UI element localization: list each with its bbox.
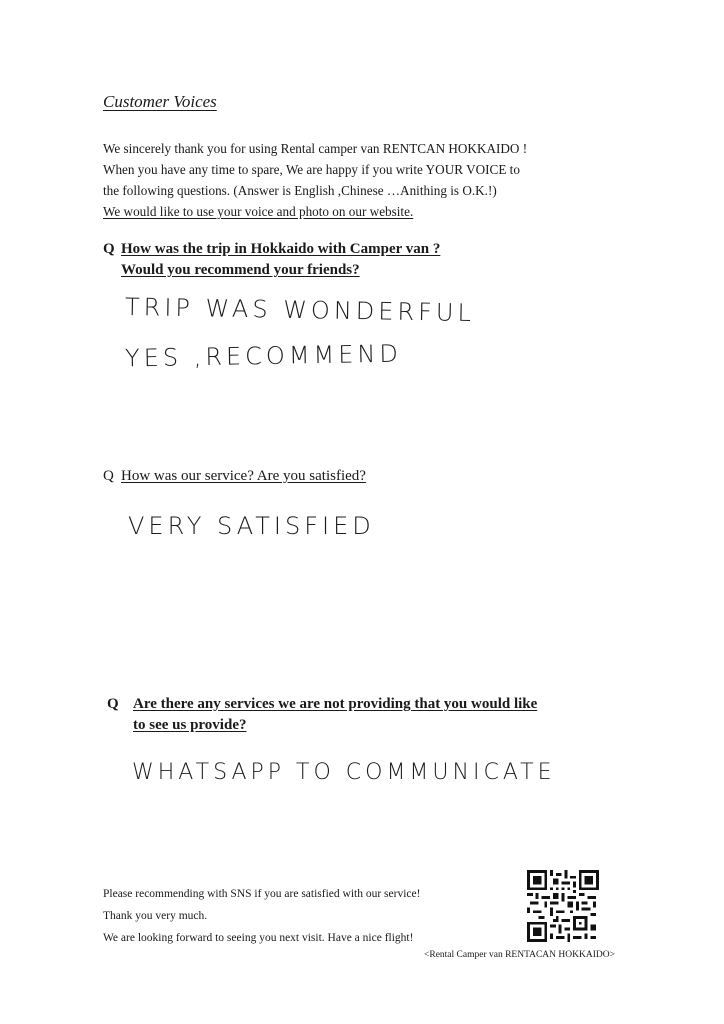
question-2-marker: Q xyxy=(103,468,114,484)
intro-line-4: We would like to use your voice and photo on our website. xyxy=(103,204,414,219)
question-3-line-1: Are there any services we are not providing that you would like xyxy=(133,696,538,712)
footer-line-2: Thank you very much. xyxy=(103,910,208,922)
question-3-line-2: to see us provide? xyxy=(133,717,247,733)
answer-3-line-1: WHATSAPP TO COMMUNICATE xyxy=(132,760,556,785)
answer-2-line-1: VERY SATISFIED xyxy=(128,512,375,540)
footer-line-3: We are looking forward to seeing you next visit. Have a nice flight! xyxy=(103,932,414,944)
question-1-line-1: How was the trip in Hokkaido with Camper van ? xyxy=(121,241,441,257)
signature: <Rental Camper van RENTACAN HOKKAIDO> xyxy=(424,950,615,960)
footer-line-1: Please recommending with SNS if you are satisfied with our service! xyxy=(103,888,421,900)
question-1-line-2: Would you recommend your friends? xyxy=(121,262,360,278)
answer-1-line-1: TRIP WAS WONDERFUL xyxy=(124,292,476,328)
qr-code-icon[interactable] xyxy=(527,870,599,942)
intro-line-1: We sincerely thank you for using Rental camper van RENTCAN HOKKAIDO ! xyxy=(103,141,528,156)
answer-1-line-2: YES ,RECOMMEND xyxy=(124,339,403,373)
question-3-marker: Q xyxy=(107,696,119,712)
question-2-line-1: How was our service? Are you satisfied? xyxy=(121,468,366,484)
intro-line-2: When you have any time to spare, We are happy if you write YOUR VOICE to xyxy=(103,162,520,177)
page-title: Customer Voices xyxy=(103,92,217,111)
intro-line-3: the following questions. (Answer is English ,Chinese …Anithing is O.K.!) xyxy=(103,183,497,198)
question-1-marker: Q xyxy=(103,241,115,257)
